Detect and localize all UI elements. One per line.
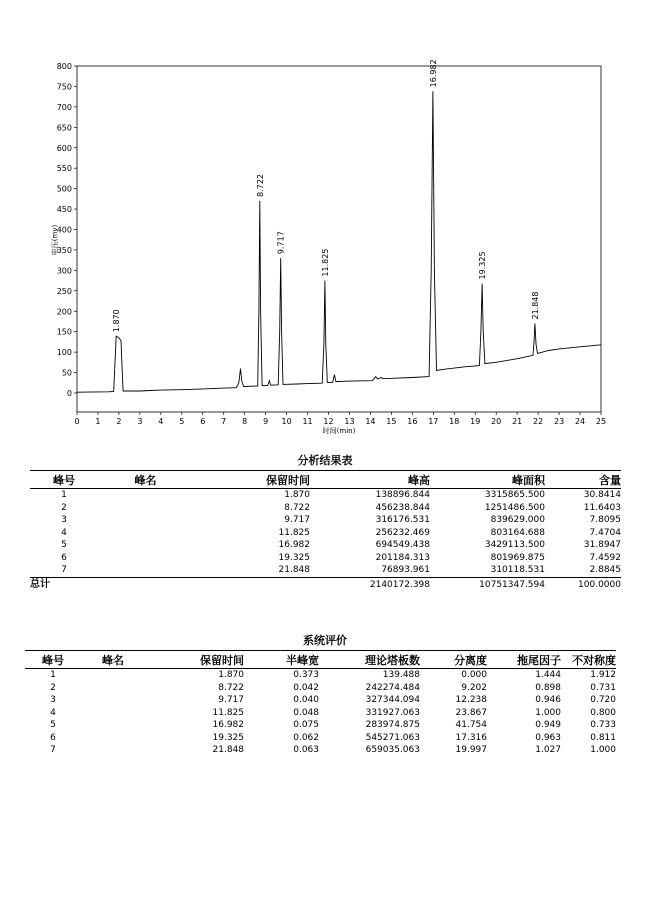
table-cell: 1251486.500 [484,502,545,513]
table-cell: 总计 [30,579,50,591]
x-tick-label: 15 [386,417,397,426]
x-tick-label: 17 [428,417,439,426]
y-tick-label: 0 [66,389,72,398]
table-cell: 3429113.500 [484,540,545,550]
table-cell: 0.075 [293,720,319,730]
table-cell [193,577,310,594]
table-cell: 7.4592 [589,552,621,563]
table-row [25,682,616,695]
x-tick-label: 18 [449,417,460,426]
table-cell: 19.325 [278,552,310,563]
x-axis-label: 时间(min) [322,427,356,435]
table-cell: 0.042 [293,682,319,693]
table-row [30,527,621,540]
table-cell: 139.488 [382,670,420,680]
table-cell: 21.848 [212,745,244,755]
x-tick-label: 7 [221,417,227,426]
table-cell: 4 [61,527,67,538]
table-cell: 2140172.398 [369,580,430,591]
table-cell: 1.027 [535,745,561,755]
y-tick-label: 350 [56,245,72,255]
x-tick-label: 2 [116,417,122,426]
table-row [25,719,616,732]
table-row [30,489,621,502]
y-tick-label: 450 [56,205,72,215]
table-cell: 7 [50,745,56,755]
x-tick-label: 1 [95,417,101,426]
table-cell: 5 [50,720,56,730]
table-cell: 0.063 [293,745,319,755]
x-tick-label: 11 [302,417,313,426]
table-cell: 7.8095 [589,515,621,525]
column-header: 峰号 [30,471,98,489]
table-cell: 19.325 [212,732,244,743]
table-cell: 16.982 [212,720,244,730]
x-tick-label: 0 [74,417,80,426]
table-cell: 0.720 [590,695,616,705]
table-row [30,539,621,552]
table-cell: 801969.875 [490,552,545,563]
table-cell [98,564,193,577]
table-cell [98,577,193,594]
table-cell: 6 [50,732,56,743]
table-cell: 1.000 [535,707,561,718]
peak-label: 8.722 [255,173,265,197]
peak-label: 9.717 [276,231,286,255]
table-cell: 16.982 [278,540,310,550]
table-cell: 3 [61,515,67,525]
table-row [25,744,616,757]
x-tick-label: 24 [574,417,586,426]
table-cell: 9.717 [218,695,244,705]
table-cell: 694549.438 [375,540,430,550]
x-tick-label: 14 [365,417,376,426]
x-tick-label: 8 [242,417,248,426]
x-tick-label: 5 [179,417,185,426]
column-header: 拖尾因子 [487,651,561,669]
column-header: 峰高 [310,471,430,489]
total-row [30,577,621,594]
table-cell: 10751347.594 [479,580,545,591]
table-cell: 1 [61,490,67,500]
table-cell: 456238.844 [375,502,430,513]
y-tick-label: 550 [56,164,72,174]
results-table [30,470,621,594]
peak-label: 16.982 [428,59,438,88]
x-tick-label: 4 [158,417,164,426]
table-cell: 0.062 [293,732,319,743]
system-evaluation-table [25,650,616,757]
table-cell [98,514,193,527]
x-tick-label: 22 [533,417,544,426]
y-tick-label: 100 [56,348,72,358]
y-tick-label: 200 [56,307,72,317]
table-row [25,732,616,745]
table-row [25,669,616,682]
table-cell [98,502,193,515]
table-cell: 7 [30,564,98,577]
table-cell: 100.0000 [578,580,621,591]
x-tick-label: 10 [281,417,292,426]
peak-label: 11.825 [320,248,330,277]
table-row [25,694,616,707]
column-header: 峰名 [81,651,145,669]
peak-label: 19.325 [478,251,488,280]
table-cell [98,552,193,565]
table-cell [81,744,145,757]
table-cell: 310118.531 [430,564,545,577]
x-tick-label: 25 [595,417,607,426]
peak-label: 21.848 [530,291,540,320]
table-cell: 0.946 [535,695,561,705]
table-cell: 0.373 [293,670,319,680]
x-tick-label: 16 [407,417,418,426]
table-cell: 11.6403 [583,502,621,513]
table-cell: 3 [50,695,56,705]
table-cell: 9.202 [461,682,487,693]
table-cell: 0.811 [590,732,616,743]
y-tick-label: 50 [61,368,72,378]
table-cell: 839629.000 [490,515,545,525]
x-tick-label: 12 [323,417,334,426]
table-cell: 0.000 [461,670,487,680]
table-cell [98,539,193,552]
y-tick-label: 600 [56,143,72,153]
table-cell: 0.949 [535,720,561,730]
table-cell: 1 [50,670,56,680]
table-cell [81,707,145,720]
peak-label: 1.870 [112,309,122,333]
chromatogram-trace [77,91,601,392]
table-cell: 256232.469 [375,527,430,538]
table-cell: 242274.484 [365,682,420,693]
column-header: 保留时间 [193,471,310,489]
table-cell: 1.912 [590,670,616,680]
table-cell: 0.800 [590,707,616,718]
column-header: 峰面积 [430,471,545,489]
x-tick-label: 9 [263,417,269,426]
table-cell: 545271.063 [365,732,420,743]
table-cell [81,719,145,732]
table-cell: 283974.875 [365,720,420,730]
table-cell: 6 [61,552,67,563]
table-cell: 76893.961 [310,564,430,577]
y-tick-label: 250 [56,286,72,296]
table-cell: 7.4704 [589,527,621,538]
table-row [25,707,616,720]
table-cell: 659035.063 [365,745,420,755]
y-tick-label: 800 [56,62,72,71]
y-tick-label: 150 [56,327,72,337]
table-cell: 3315865.500 [484,490,545,500]
table-cell: 0.898 [535,682,561,693]
table-row [30,502,621,515]
x-tick-label: 3 [137,417,143,426]
table-cell: 2 [61,502,67,513]
table-cell [81,669,145,682]
table-cell: 0.733 [590,720,616,730]
table-cell: 8.722 [284,502,310,513]
x-tick-label: 20 [491,417,502,426]
table-cell: 11.825 [212,707,244,718]
x-tick-label: 19 [470,417,481,426]
column-header: 分离度 [420,651,487,669]
column-header: 保留时间 [145,651,244,669]
table-cell: 201184.313 [375,552,430,563]
x-tick-label: 13 [344,417,355,426]
table-cell: 9.717 [284,515,310,525]
table-cell: 4 [50,707,56,718]
results-title: 分析结果表 [297,454,353,467]
table-cell: 31.8947 [583,540,621,550]
system-title: 系统评价 [303,634,347,647]
y-tick-label: 650 [56,123,72,133]
table-cell: 2 [50,682,56,693]
table-cell: 21.848 [193,564,310,577]
column-header: 理论塔板数 [319,651,420,669]
table-cell: 1.444 [535,670,561,680]
x-tick-label: 21 [512,417,523,426]
table-cell: 0.963 [535,732,561,743]
table-cell: 327344.094 [365,695,420,705]
table-cell: 23.867 [455,707,487,718]
table-cell: 5 [61,540,67,550]
table-row [30,564,621,577]
y-tick-label: 750 [56,82,72,92]
table-cell [98,527,193,540]
table-cell: 331927.063 [365,707,420,718]
table-cell: 0.048 [293,707,319,718]
plot-frame [77,66,601,412]
table-cell [81,732,145,745]
chromatogram-chart [0,0,650,450]
table-cell: 316176.531 [375,515,430,525]
table-cell: 2.8845 [545,564,621,577]
table-cell: 11.825 [278,527,310,538]
column-header: 半峰宽 [244,651,319,669]
table-cell: 19.997 [455,745,487,755]
table-row [30,514,621,527]
column-header: 不对称度 [561,651,616,669]
table-cell [81,682,145,695]
table-cell: 12.238 [455,695,487,705]
column-header: 含量 [545,471,621,489]
x-tick-label: 6 [200,417,206,426]
y-tick-label: 300 [56,266,72,276]
table-cell: 803164.688 [490,527,545,538]
table-cell: 1.000 [590,745,616,755]
table-row [30,552,621,565]
table-cell: 41.754 [455,720,487,730]
table-cell: 1.870 [284,490,310,500]
column-header: 峰名 [98,471,193,489]
y-tick-label: 400 [56,225,72,235]
table-cell: 0.731 [590,682,616,693]
table-cell: 1.870 [218,670,244,680]
table-cell: 0.040 [293,695,319,705]
table-cell: 17.316 [455,732,487,743]
table-cell: 138896.844 [375,490,430,500]
table-cell [81,694,145,707]
y-tick-label: 500 [56,184,72,194]
y-axis-label: 电压(mv) [51,224,59,256]
table-cell [98,489,193,502]
table-cell: 8.722 [218,682,244,693]
x-tick-label: 23 [553,417,565,426]
table-cell: 30.8414 [583,490,621,500]
y-tick-label: 700 [56,102,72,112]
column-header: 峰号 [25,651,81,669]
